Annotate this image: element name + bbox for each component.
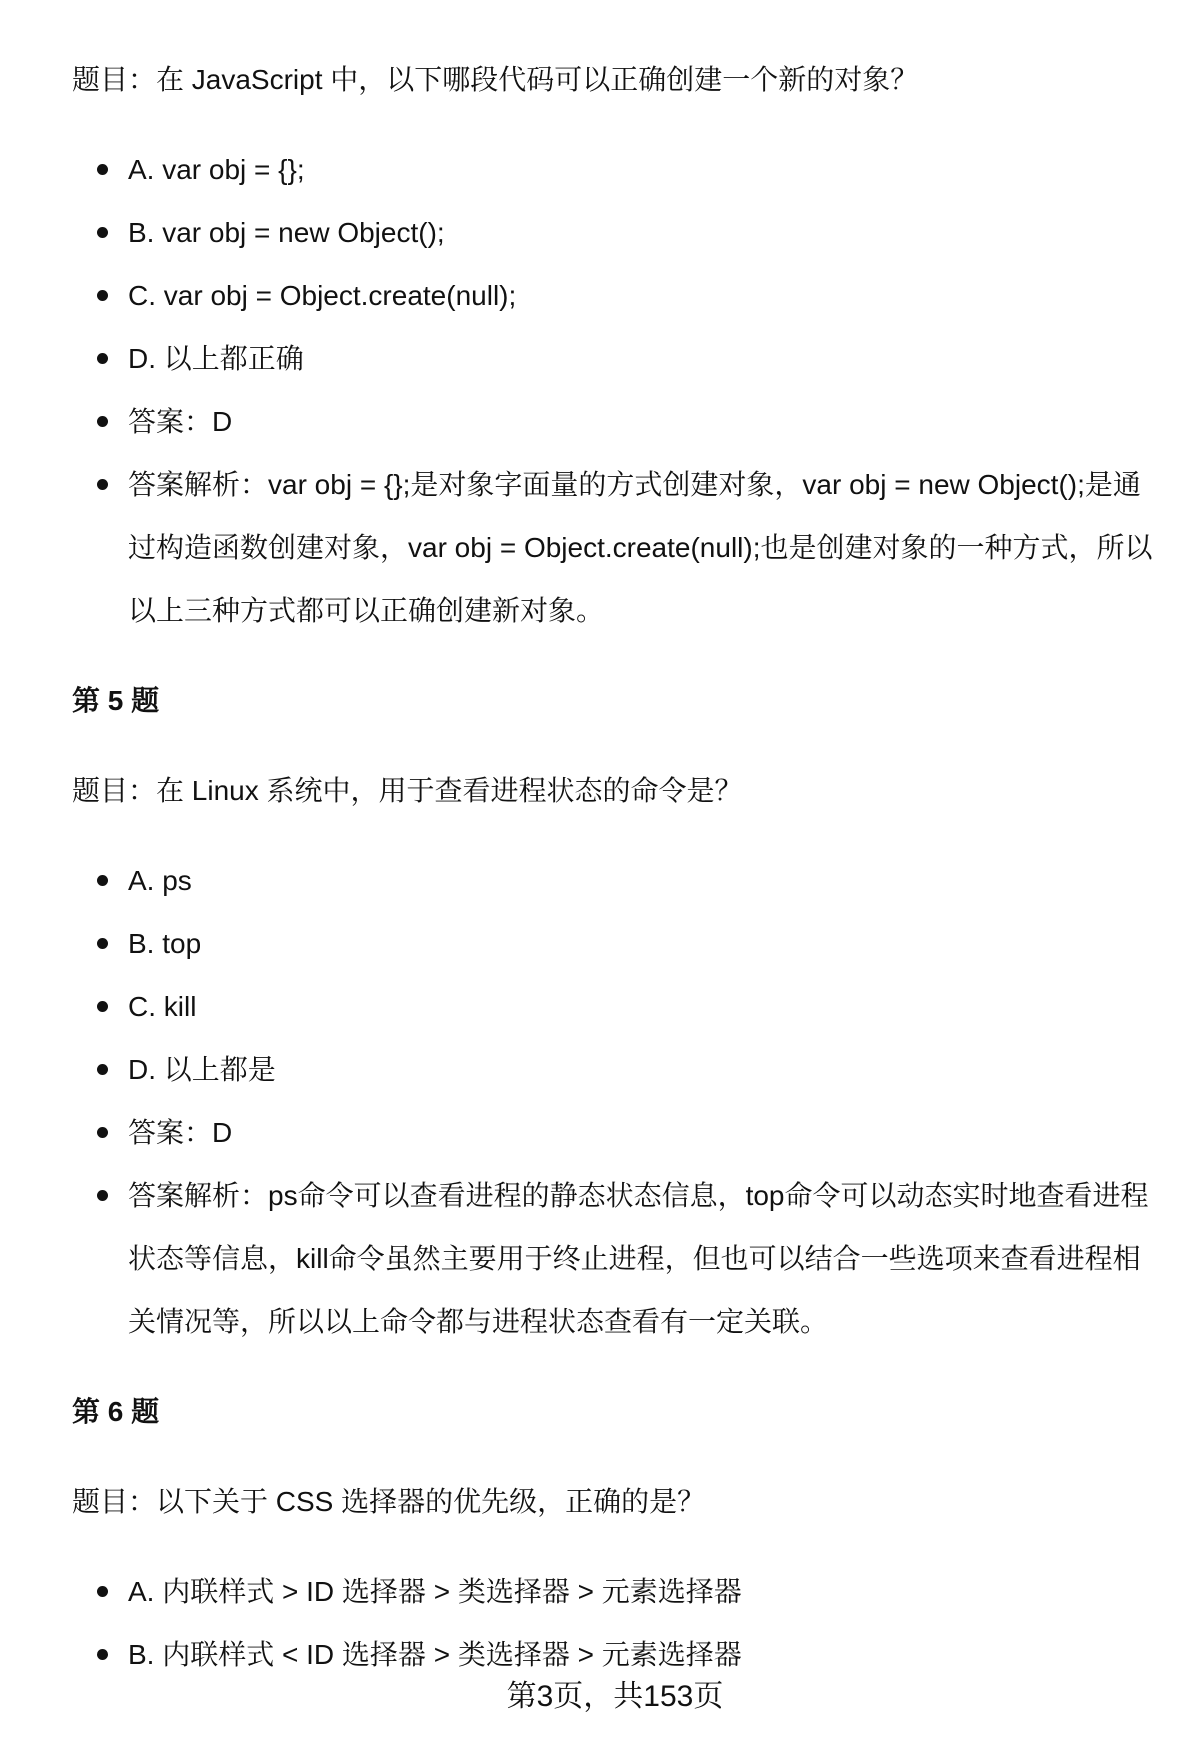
explanation-text: 答案解析：var obj = {};是对象字面量的方式创建对象，var obj = new Object();是通过构造函数创建对象，var obj = Object.create(null);也是创建对象的一种方式，所以以上三种方式都可以正确创建新对象。	[128, 469, 1153, 626]
question-prompt: 题目：在 JavaScript 中，以下哪段代码可以正确创建一个新的对象？	[72, 64, 919, 95]
option-text: C. var obj = Object.create(null);	[128, 280, 517, 311]
bullet-icon	[97, 1586, 108, 1597]
option-text: B. 内联样式 < ID 选择器 > 类选择器 > 元素选择器	[128, 1639, 742, 1670]
option-item	[128, 138, 1160, 201]
answer-item	[128, 390, 1160, 453]
explanation-item	[128, 453, 1160, 642]
option-list	[72, 1560, 1160, 1686]
option-text: D. 以上都是	[128, 1054, 276, 1085]
answer-item	[128, 1101, 1160, 1164]
option-list	[72, 849, 1160, 1353]
bullet-icon	[97, 938, 108, 949]
bullet-icon	[97, 1064, 108, 1075]
option-text: D. 以上都正确	[128, 343, 304, 374]
option-text: B. top	[128, 928, 202, 959]
question-heading: 第 6 题	[72, 1396, 160, 1427]
question-prompt: 题目：以下关于 CSS 选择器的优先级，正确的是？	[72, 1486, 706, 1517]
answer-text: 答案：D	[128, 406, 233, 437]
bullet-icon	[97, 1649, 108, 1660]
bullet-icon	[97, 875, 108, 886]
option-text: A. ps	[128, 865, 192, 896]
option-item	[128, 912, 1160, 975]
question-prompt: 题目：在 Linux 系统中，用于查看进程状态的命令是？	[72, 775, 743, 806]
option-item	[128, 327, 1160, 390]
option-item	[128, 1560, 1160, 1623]
bullet-icon	[97, 290, 108, 301]
option-text: A. 内联样式 > ID 选择器 > 类选择器 > 元素选择器	[128, 1576, 742, 1607]
explanation-text: 答案解析：ps命令可以查看进程的静态状态信息，top命令可以动态实时地查看进程状态等信息，kill命令虽然主要用于终止进程，但也可以结合一些选项来查看进程相关情况等，所以以上命令都与进程状态查看有一定关联。	[128, 1180, 1149, 1337]
option-item	[128, 201, 1160, 264]
option-text: B. var obj = new Object();	[128, 217, 445, 248]
option-text: C. kill	[128, 991, 197, 1022]
option-item	[128, 1038, 1160, 1101]
bullet-icon	[97, 416, 108, 427]
bullet-icon	[97, 1127, 108, 1138]
answer-text: 答案：D	[128, 1117, 233, 1148]
bullet-icon	[97, 164, 108, 175]
bullet-icon	[97, 1190, 108, 1201]
bullet-icon	[97, 227, 108, 238]
explanation-item	[128, 1164, 1160, 1353]
bullet-icon	[97, 1001, 108, 1012]
bullet-icon	[97, 353, 108, 364]
option-list	[72, 138, 1160, 642]
option-text: A. var obj = {};	[128, 154, 305, 185]
bullet-icon	[97, 479, 108, 490]
option-item	[128, 264, 1160, 327]
option-item	[128, 849, 1160, 912]
option-item	[128, 975, 1160, 1038]
page-number: 第3页，共153页	[506, 1680, 724, 1713]
question-heading: 第 5 题	[72, 685, 160, 716]
